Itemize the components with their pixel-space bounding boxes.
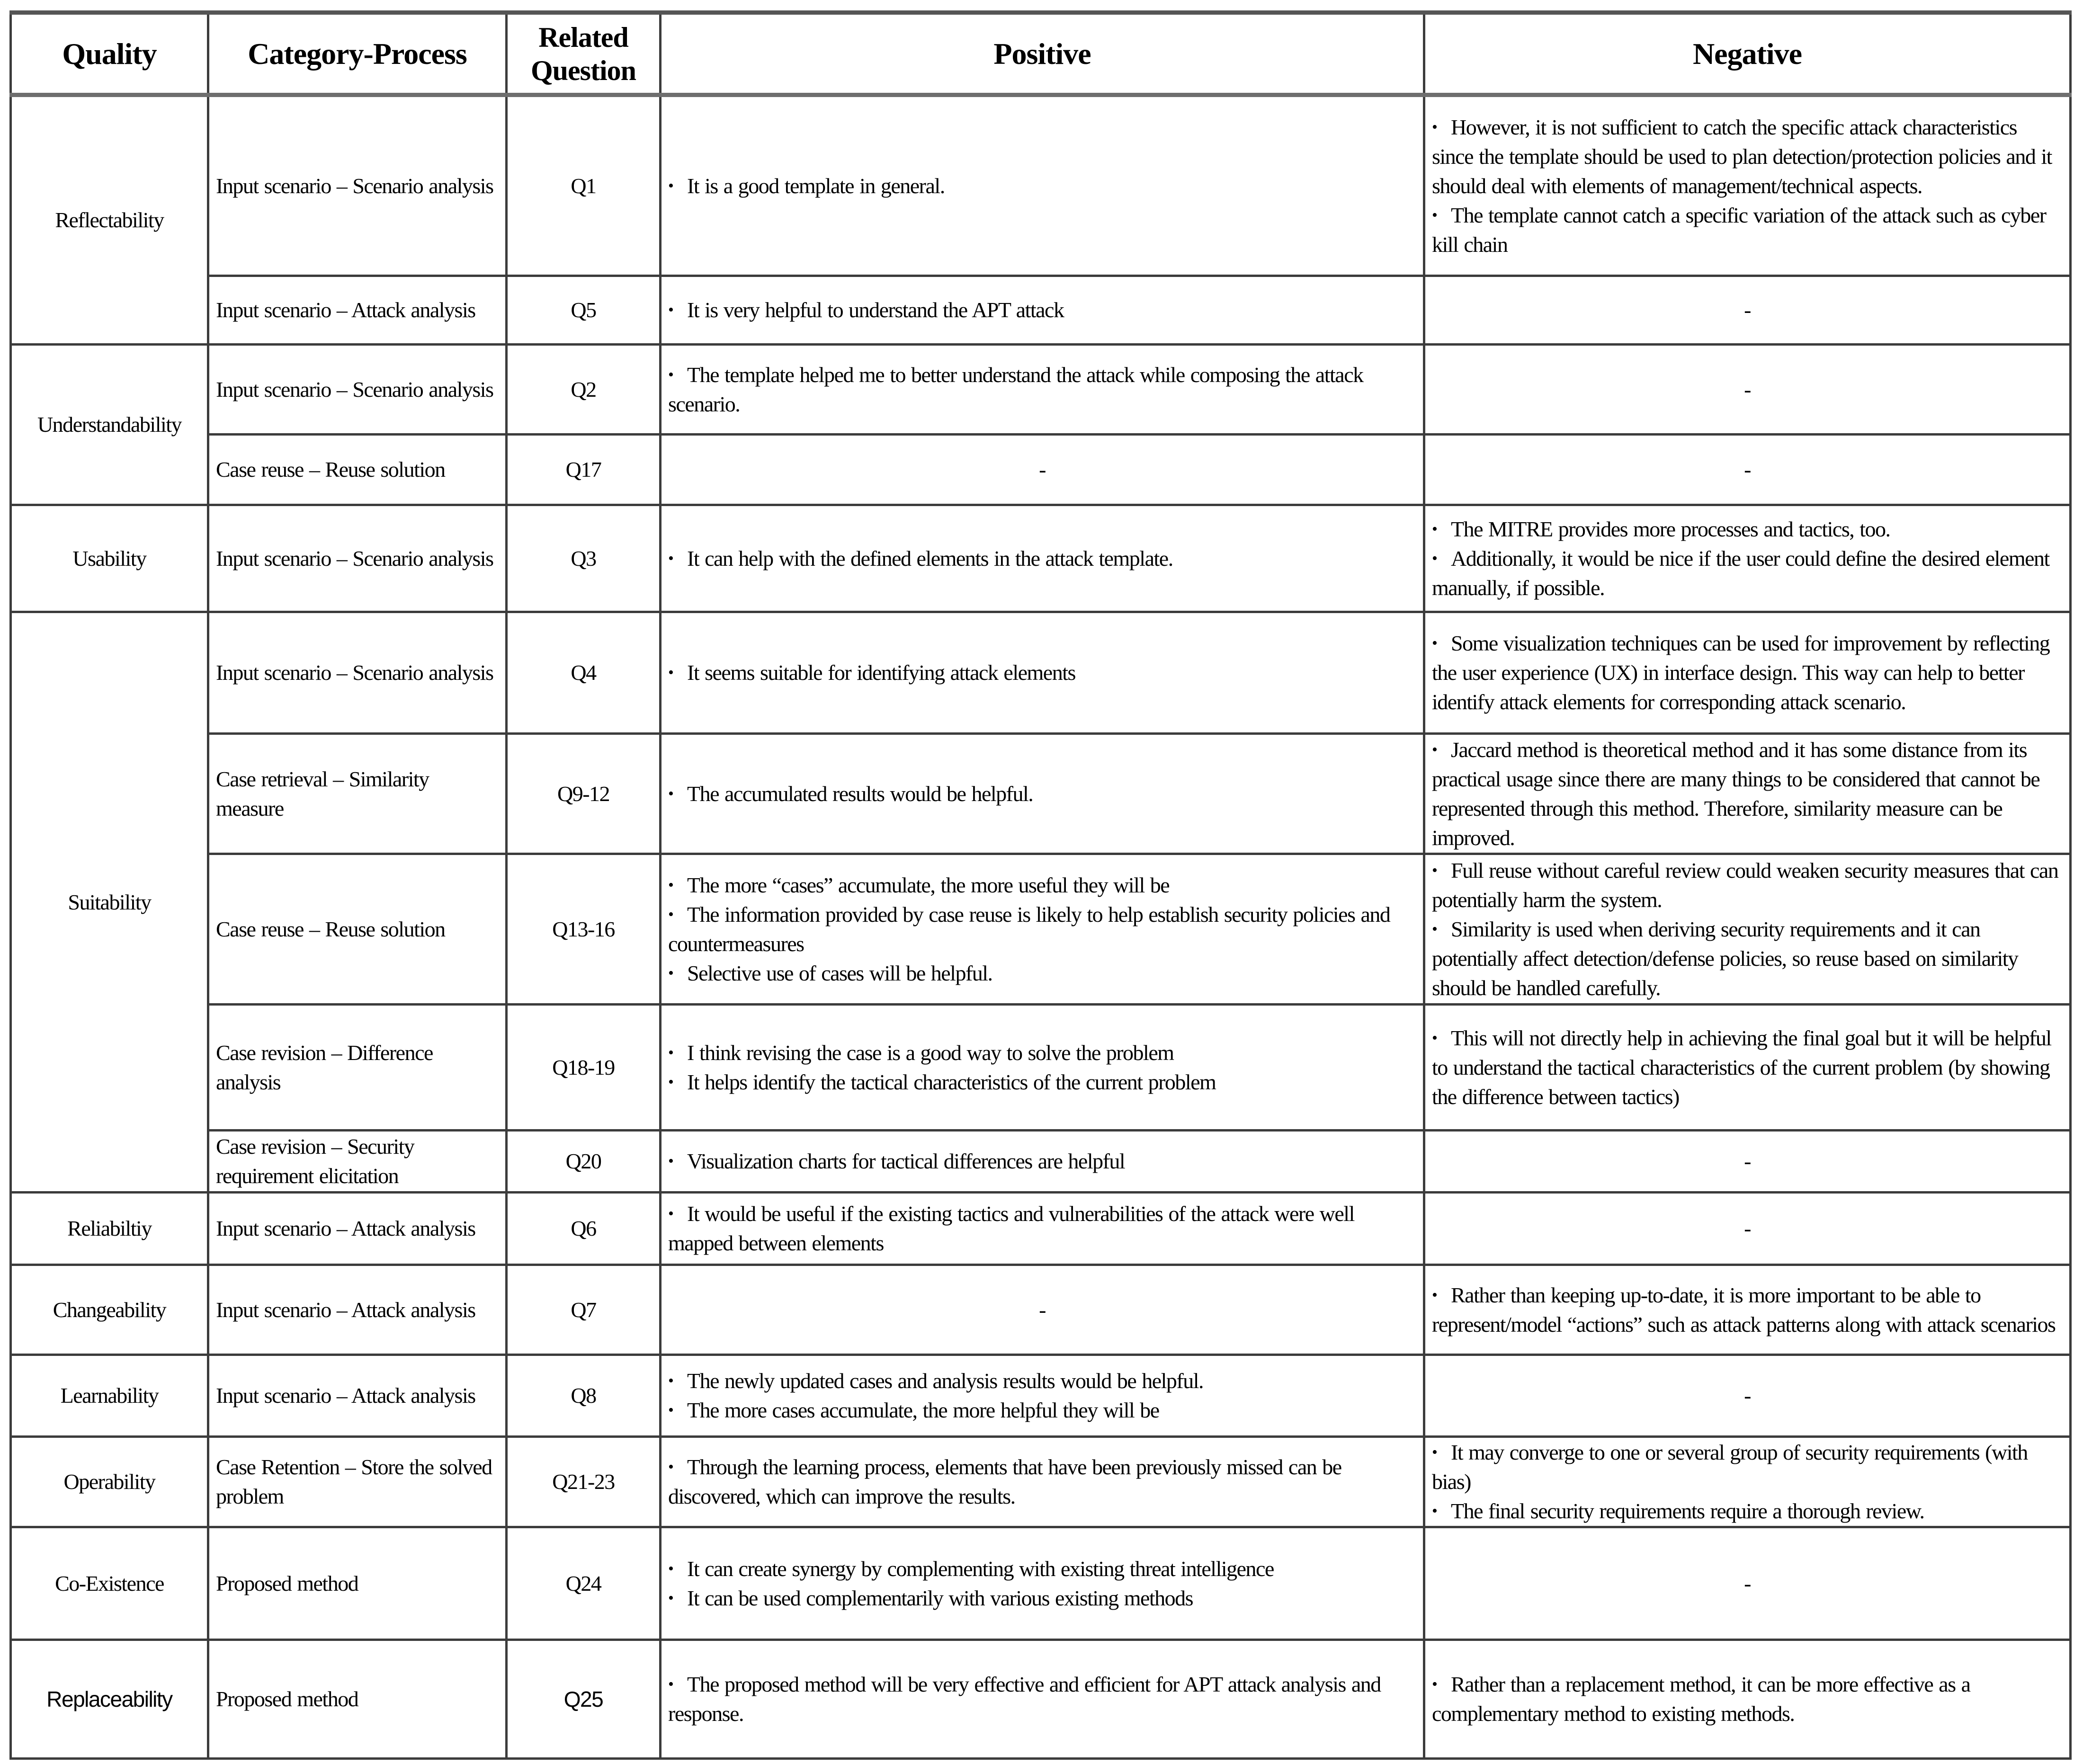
positive-comment-item: • The newly updated cases and analysis results would be helpful. <box>668 1366 1416 1396</box>
negative-comment-item: • It may converge to one or several group of security requirements (with bias) <box>1432 1438 2063 1497</box>
table-row <box>11 1131 2071 1193</box>
category-process-cell: Case revision – Difference analysis <box>208 1005 507 1131</box>
negative-comments-cell: - <box>1424 276 2071 345</box>
header-positive: Positive <box>661 13 1424 95</box>
negative-comments-cell <box>1424 1265 2071 1355</box>
negative-comments-cell <box>1424 95 2071 276</box>
positive-comments-cell <box>661 854 1424 1005</box>
table-row <box>11 1355 2071 1437</box>
positive-comment-item: • It can be used complementarily with various existing methods <box>668 1584 1416 1613</box>
positive-comments-cell: - <box>661 435 1424 505</box>
table-row <box>11 505 2071 612</box>
header-category-process: Category-Process <box>208 13 507 95</box>
related-question-cell: Q6 <box>507 1193 661 1265</box>
negative-comment-item: • The MITRE provides more processes and tactics, too. <box>1432 515 2063 544</box>
positive-comment-item: • It can help with the defined elements in the attack template. <box>668 544 1416 573</box>
related-question-cell: Q2 <box>507 345 661 435</box>
negative-comments-cell <box>1424 1640 2071 1759</box>
positive-comment-item: • I think revising the case is a good way to solve the problem <box>668 1038 1416 1068</box>
quality-cell: Usability <box>11 505 208 612</box>
table-row <box>11 1527 2071 1640</box>
positive-comments-cell <box>661 612 1424 734</box>
quality-cell: Learnability <box>11 1355 208 1437</box>
related-question-cell: Q8 <box>507 1355 661 1437</box>
negative-comment-item: • Jaccard method is theoretical method and it has some distance from its practical usage since there are many things to be considered that cannot be represented through this method. Therefore, similarity measure can be improved. <box>1432 735 2063 853</box>
positive-comments-cell <box>661 1640 1424 1759</box>
quality-cell: Replaceability <box>11 1640 208 1759</box>
quality-cell: Reflectability <box>11 95 208 345</box>
negative-comments-cell <box>1424 854 2071 1005</box>
negative-comments-cell <box>1424 1437 2071 1527</box>
positive-comments-cell <box>661 276 1424 345</box>
category-process-cell: Case Retention – Store the solved problem <box>208 1437 507 1527</box>
table-row <box>11 1265 2071 1355</box>
related-question-cell: Q24 <box>507 1527 661 1640</box>
related-question-cell: Q17 <box>507 435 661 505</box>
category-process-cell: Input scenario – Scenario analysis <box>208 95 507 276</box>
positive-comment-item: • It can create synergy by complementing with existing threat intelligence <box>668 1554 1416 1584</box>
negative-comments-cell: - <box>1424 345 2071 435</box>
negative-comment-item: • Similarity is used when deriving security requirements and it can potentially affect detection/defense policies, so reuse based on similarity should be handled carefully. <box>1432 915 2063 1003</box>
positive-comments-cell <box>661 1005 1424 1131</box>
positive-comments-cell <box>661 734 1424 854</box>
positive-comment-item: • The information provided by case reuse is likely to help establish security policies and countermeasures <box>668 900 1416 959</box>
category-process-cell: Input scenario – Attack analysis <box>208 1193 507 1265</box>
negative-comment-item: • The template cannot catch a specific variation of the attack such as cyber kill chain <box>1432 201 2063 259</box>
negative-comment-item: • Full reuse without careful review could weaken security measures that can potentially harm the system. <box>1432 856 2063 915</box>
category-process-cell: Input scenario – Scenario analysis <box>208 345 507 435</box>
negative-comment-item: • This will not directly help in achieving the final goal but it will be helpful to understand the tactical characteristics of the current problem (by showing the difference between tactics) <box>1432 1024 2063 1112</box>
negative-comments-cell: - <box>1424 435 2071 505</box>
table-row <box>11 345 2071 435</box>
table-row <box>11 1437 2071 1527</box>
table-row <box>11 1005 2071 1131</box>
table-row <box>11 734 2071 854</box>
category-process-cell: Input scenario – Scenario analysis <box>208 505 507 612</box>
header-quality: Quality <box>11 13 208 95</box>
table-row <box>11 854 2071 1005</box>
quality-cell: Suitability <box>11 612 208 1193</box>
negative-comments-cell <box>1424 734 2071 854</box>
related-question-cell: Q21-23 <box>507 1437 661 1527</box>
related-question-cell: Q5 <box>507 276 661 345</box>
negative-comment-item: • The final security requirements require a thorough review. <box>1432 1497 2063 1526</box>
positive-comments-cell <box>661 1131 1424 1193</box>
category-process-cell: Case reuse – Reuse solution <box>208 435 507 505</box>
positive-comments-cell <box>661 95 1424 276</box>
positive-comment-item: • It helps identify the tactical characteristics of the current problem <box>668 1068 1416 1097</box>
positive-comment-item: • It is a good template in general. <box>668 171 1416 201</box>
category-process-cell: Case reuse – Reuse solution <box>208 854 507 1005</box>
header-negative: Negative <box>1424 13 2071 95</box>
quality-cell: Changeability <box>11 1265 208 1355</box>
positive-comment-item: • The accumulated results would be helpful. <box>668 779 1416 809</box>
related-question-cell: Q18-19 <box>507 1005 661 1131</box>
table-row <box>11 276 2071 345</box>
positive-comment-item: • The template helped me to better understand the attack while composing the attack scenario. <box>668 360 1416 419</box>
related-question-cell: Q4 <box>507 612 661 734</box>
category-process-cell: Case retrieval – Similarity measure <box>208 734 507 854</box>
negative-comments-cell: - <box>1424 1527 2071 1640</box>
positive-comments-cell <box>661 505 1424 612</box>
category-process-cell: Proposed method <box>208 1640 507 1759</box>
positive-comment-item: • It seems suitable for identifying attack elements <box>668 658 1416 687</box>
negative-comments-cell <box>1424 1005 2071 1131</box>
negative-comment-item: • Rather than a replacement method, it can be more effective as a complementary method to existing methods. <box>1432 1670 2063 1728</box>
category-process-cell: Input scenario – Attack analysis <box>208 276 507 345</box>
related-question-cell: Q1 <box>507 95 661 276</box>
table-body <box>11 95 2071 1759</box>
related-question-cell: Q9-12 <box>507 734 661 854</box>
positive-comments-cell <box>661 345 1424 435</box>
related-question-cell: Q3 <box>507 505 661 612</box>
positive-comment-item: • Visualization charts for tactical differences are helpful <box>668 1147 1416 1176</box>
negative-comments-cell <box>1424 505 2071 612</box>
table-row <box>11 612 2071 734</box>
positive-comment-item: • Through the learning process, elements that have been previously missed can be discovered, which can improve the results. <box>668 1452 1416 1511</box>
negative-comments-cell: - <box>1424 1355 2071 1437</box>
category-process-cell: Proposed method <box>208 1527 507 1640</box>
related-question-cell: Q13-16 <box>507 854 661 1005</box>
category-process-cell: Case revision – Security requirement elicitation <box>208 1131 507 1193</box>
positive-comment-item: • The more “cases” accumulate, the more useful they will be <box>668 871 1416 900</box>
quality-cell: Co-Existence <box>11 1527 208 1640</box>
table-row <box>11 1640 2071 1759</box>
table-row <box>11 1193 2071 1265</box>
negative-comments-cell <box>1424 612 2071 734</box>
positive-comment-item: • Selective use of cases will be helpful. <box>668 959 1416 988</box>
quality-cell: Reliabiltiy <box>11 1193 208 1265</box>
header-row <box>11 13 2071 95</box>
positive-comments-cell <box>661 1355 1424 1437</box>
negative-comment-item: • Some visualization techniques can be used for improvement by reflecting the user experience (UX) in interface design. This way can help to better identify attack elements for corresponding attack scenario. <box>1432 629 2063 717</box>
negative-comment-item: • Rather than keeping up-to-date, it is more important to be able to represent/model “actions” such as attack patterns along with attack scenarios <box>1432 1281 2063 1339</box>
positive-comments-cell: - <box>661 1265 1424 1355</box>
category-process-cell: Input scenario – Scenario analysis <box>208 612 507 734</box>
positive-comment-item: • The more cases accumulate, the more helpful they will be <box>668 1396 1416 1425</box>
positive-comment-item: • The proposed method will be very effective and efficient for APT attack analysis and response. <box>668 1670 1416 1728</box>
negative-comment-item: • Additionally, it would be nice if the user could define the desired element manually, if possible. <box>1432 544 2063 603</box>
positive-comments-cell <box>661 1527 1424 1640</box>
positive-comments-cell <box>661 1193 1424 1265</box>
quality-cell: Operability <box>11 1437 208 1527</box>
category-process-cell: Input scenario – Attack analysis <box>208 1355 507 1437</box>
category-process-cell: Input scenario – Attack analysis <box>208 1265 507 1355</box>
quality-cell: Understandability <box>11 345 208 505</box>
header-related-question: Related Question <box>507 13 661 95</box>
negative-comments-cell: - <box>1424 1131 2071 1193</box>
evaluation-table <box>9 10 2072 1760</box>
table-row <box>11 435 2071 505</box>
related-question-cell: Q7 <box>507 1265 661 1355</box>
related-question-cell: Q20 <box>507 1131 661 1193</box>
related-question-cell: Q25 <box>507 1640 661 1759</box>
table-row <box>11 95 2071 276</box>
positive-comment-item: • It would be useful if the existing tactics and vulnerabilities of the attack were well mapped between elements <box>668 1199 1416 1258</box>
positive-comments-cell <box>661 1437 1424 1527</box>
negative-comment-item: • However, it is not sufficient to catch the specific attack characteristics since the template should be used to plan detection/protection policies and it should deal with elements of management/technical aspects. <box>1432 113 2063 201</box>
positive-comment-item: • It is very helpful to understand the APT attack <box>668 295 1416 325</box>
negative-comments-cell: - <box>1424 1193 2071 1265</box>
